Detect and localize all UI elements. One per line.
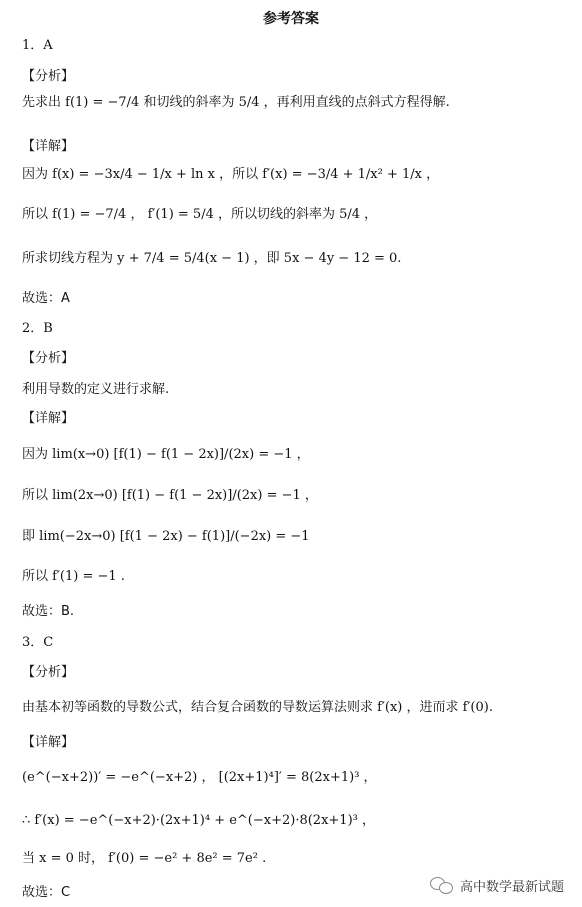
q2-line2: 所以 lim(2x→0) [f(1) − f(1 − 2x)]/(2x) = −1 ， bbox=[22, 488, 318, 503]
q3-head: 3．C bbox=[22, 635, 54, 650]
watermark bbox=[430, 875, 564, 895]
q3-line2: ∴ f′(x) = −e^(−x+2)·(2x+1)⁴ + e^(−x+2)·8(2x+1)³ ， bbox=[22, 813, 375, 828]
q1-line3: 所求切线方程为 y + 7/4 = 5/4(x − 1) ，即 5x − 4y − 12 = 0. bbox=[22, 251, 402, 266]
q3-answer: 故选：C bbox=[22, 885, 71, 900]
q2-line3: 即 lim(−2x→0) [f(1 − 2x) − f(1)]/(−2x) = −1 bbox=[22, 529, 310, 544]
q1-analysis-label: 【分析】 bbox=[22, 69, 75, 84]
q1-head: 1．A bbox=[22, 38, 53, 53]
q2-detail-label: 【详解】 bbox=[22, 411, 75, 426]
wechat-icon bbox=[430, 875, 454, 895]
q1-analysis: 先求出 f(1) = −7/4 和切线的斜率为 5/4 ，再利用直线的点斜式方程得解. bbox=[22, 95, 450, 110]
q3-detail-label: 【详解】 bbox=[22, 735, 75, 750]
q2-line4: 所以 f′(1) = −1 . bbox=[22, 569, 125, 584]
q2-line1: 因为 lim(x→0) [f(1) − f(1 − 2x)]/(2x) = −1 ， bbox=[22, 447, 310, 462]
q3-line3: 当 x = 0 时， f′(0) = −e² + 8e² = 7e² . bbox=[22, 851, 267, 866]
q3-analysis: 由基本初等函数的导数公式，结合复合函数的导数运算法则求 f′(x) ，进而求 f′(0). bbox=[22, 700, 493, 715]
q2-analysis: 利用导数的定义进行求解. bbox=[22, 382, 170, 397]
watermark-text: 高中数学最新试题 bbox=[459, 879, 564, 895]
q2-answer: 故选：B. bbox=[22, 604, 75, 619]
q2-head: 2．B bbox=[22, 321, 53, 336]
q1-line1: 因为 f(x) = −3x/4 − 1/x + ln x ，所以 f′(x) = −3/4 + 1/x² + 1/x ， bbox=[22, 167, 440, 182]
q1-answer: 故选：A bbox=[22, 291, 70, 306]
q1-line2: 所以 f(1) = −7/4 ， f′(1) = 5/4 ，所以切线的斜率为 5/4 ， bbox=[22, 207, 378, 222]
q2-analysis-label: 【分析】 bbox=[22, 351, 75, 366]
q1-detail-label: 【详解】 bbox=[22, 139, 75, 154]
page-title: 参考答案 bbox=[263, 11, 319, 27]
q3-line1: (e^(−x+2))′ = −e^(−x+2) ， [(2x+1)⁴]′ = 8(2x+1)³ ， bbox=[22, 770, 377, 785]
q3-analysis-label: 【分析】 bbox=[22, 665, 75, 680]
